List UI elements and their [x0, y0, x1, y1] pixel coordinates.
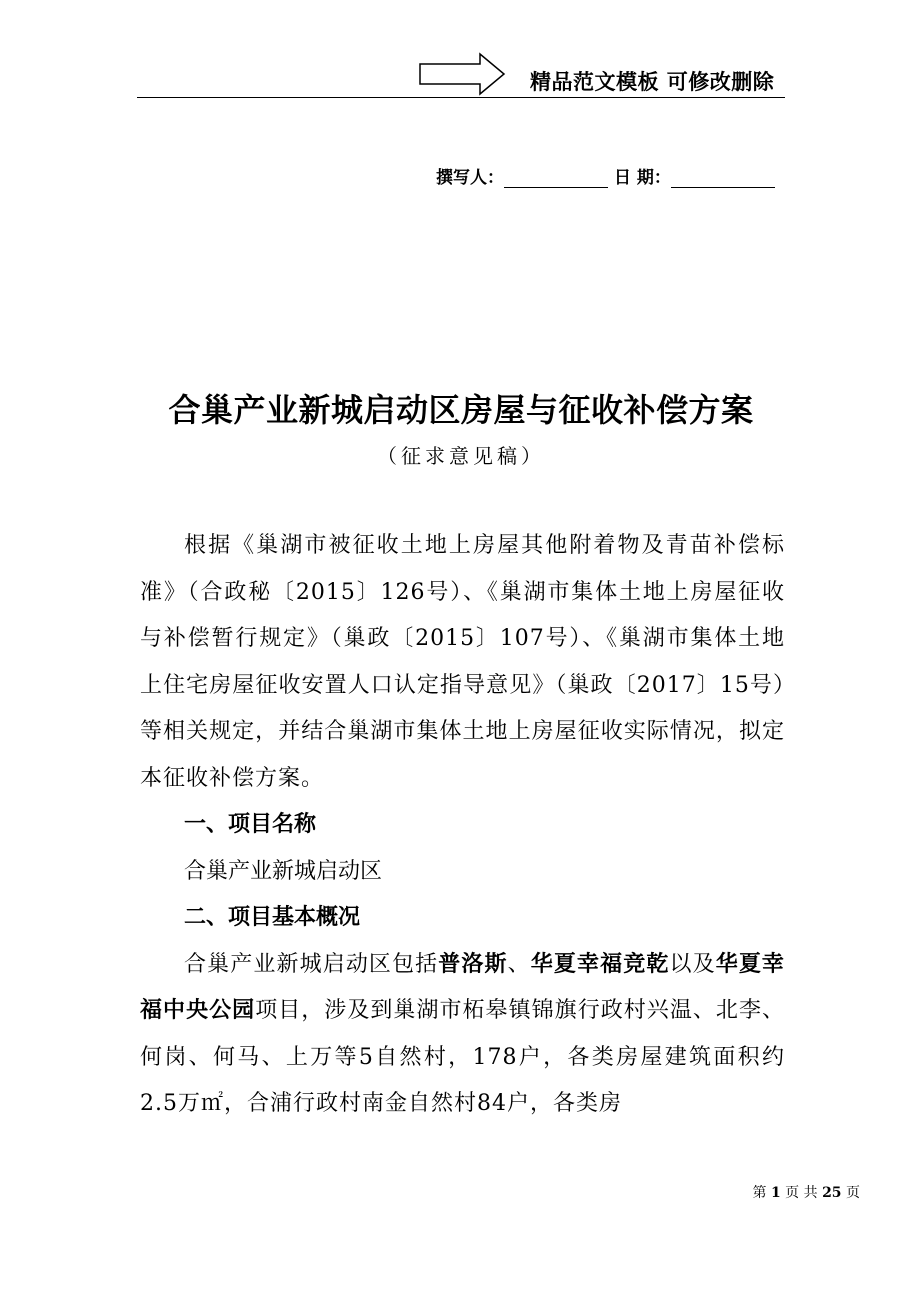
project-cfld-central-park: 华夏幸福中央公园 [140, 951, 785, 1023]
section-heading-overview: 二、项目基本概况 [184, 905, 361, 930]
footer-prefix: 第 [752, 1185, 767, 1201]
page-footer [700, 1182, 860, 1202]
overview-text-1: 合巢产业新城启动区包括 [184, 951, 439, 977]
overview-text-2: 以及 [669, 951, 716, 977]
document-body [140, 523, 785, 1128]
total-pages: 25 [822, 1185, 842, 1201]
header-divider [137, 97, 785, 98]
project-cfld-jingqian: 华夏幸福竞乾 [530, 951, 670, 977]
current-page-number: 1 [770, 1185, 781, 1201]
paragraph-overview [140, 942, 785, 1128]
project-prologis: 普洛斯 [438, 951, 508, 977]
date-label: 日 期： [614, 168, 671, 188]
date-blank [671, 169, 775, 188]
footer-mid: 页 共 [785, 1185, 818, 1201]
document-title: 合巢产业新城启动区房屋与征收补偿方案 [168, 391, 754, 429]
project-name-text: 合巢产业新城启动区 [184, 858, 383, 884]
overview-text-3: 项目，涉及到巢湖市柘皋镇锦旗行政村兴温、北李、何岗、何马、上万等5自然村，178户，各类房屋建筑面积约2.5万㎡，合浦行政村南金自然村84户，各类房 [140, 998, 785, 1116]
overview-separator: 、 [507, 951, 531, 977]
footer-suffix: 页 [846, 1185, 860, 1201]
section-heading-project-name: 一、项目名称 [184, 812, 317, 837]
author-blank [504, 169, 608, 188]
author-date-line [436, 163, 782, 188]
header-banner: 精品范文模板 可修改删除 [530, 70, 775, 94]
arrow-right-icon [418, 52, 506, 96]
author-label: 撰写人： [436, 168, 504, 188]
paragraph-basis: 根据《巢湖市被征收土地上房屋其他附着物及青苗补偿标准》（合政秘〔2015〕126号）、《巢湖市集体土地上房屋征收与补偿暂行规定》（巢政〔2015〕107号）、《巢湖市集体土地上住宅房屋征收安置人口认定指导意见》（巢政〔2017〕15号）等相关规定，并结合巢湖市集体土地上房屋征收实际情况，拟定本征收补偿方案。 [140, 533, 785, 791]
document-subtitle: （征求意见稿） [377, 444, 545, 468]
